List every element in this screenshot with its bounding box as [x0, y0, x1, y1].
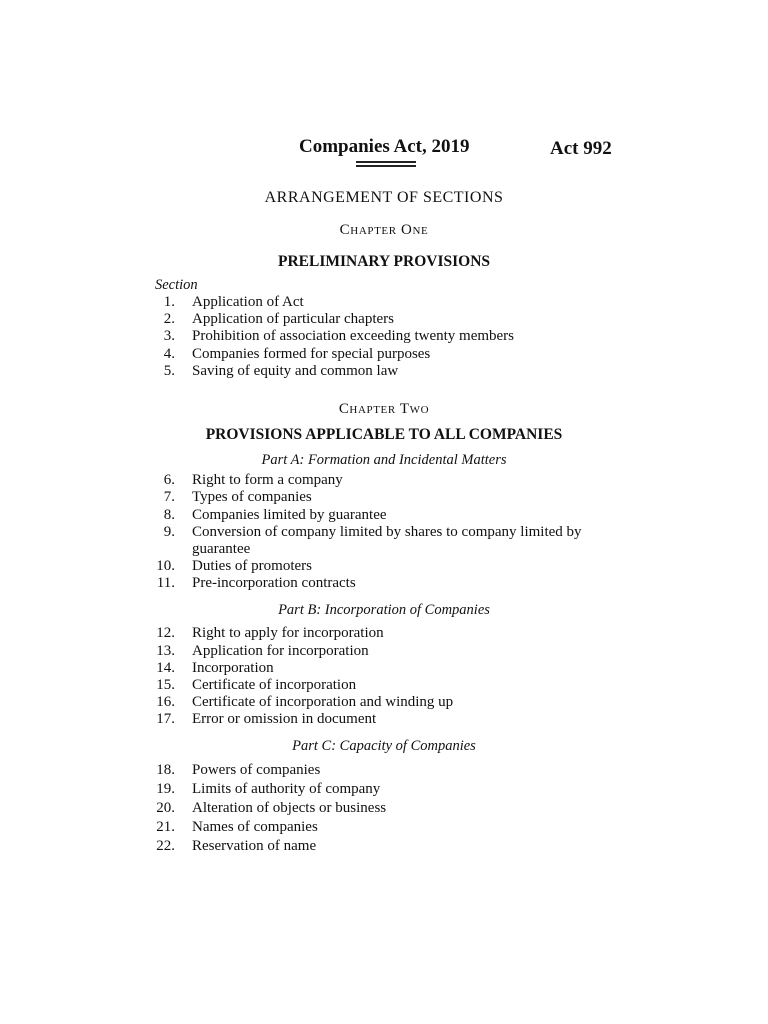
section-number: 15.	[156, 677, 175, 693]
section-title: Powers of companies	[192, 762, 321, 778]
section-title: Right to form a company	[192, 472, 343, 488]
section-title: Application of Act	[192, 294, 304, 310]
chapter-one-heading: PRELIMINARY PROVISIONS	[277, 253, 491, 270]
section-title: Pre-incorporation contracts	[192, 575, 356, 591]
part-c-title: Part C: Capacity of Companies	[292, 738, 476, 754]
chapter-two-label-text: Chapter Two	[338, 401, 430, 417]
section-number: 4.	[163, 346, 175, 362]
section-number: 18.	[156, 762, 175, 778]
section-title: Certificate of incorporation and winding up	[192, 694, 454, 710]
section-title: Prohibition of association exceeding twenty members	[192, 328, 515, 344]
section-number: 8.	[163, 507, 175, 523]
section-title: Names of companies	[192, 819, 318, 835]
section-title: Companies formed for special purposes	[192, 346, 431, 362]
document-title: Companies Act, 2019	[299, 136, 470, 157]
section-number: 22.	[156, 838, 175, 854]
section-number: 19.	[156, 781, 175, 797]
section-title: Limits of authority of company	[192, 781, 381, 797]
section-title: Conversion of company limited by shares to company limited by guarantee	[192, 524, 582, 557]
section-title: Application for incorporation	[192, 643, 369, 659]
chapter-two-label	[0, 401, 768, 418]
section-number: 6.	[163, 472, 175, 488]
arrangement-title: ARRANGEMENT OF SECTIONS	[264, 189, 504, 206]
section-title: Incorporation	[192, 660, 274, 676]
chapter-one-label	[0, 222, 768, 239]
section-title: Error or omission in document	[192, 711, 377, 727]
section-column-label: Section	[155, 277, 198, 293]
section-number: 3.	[163, 328, 175, 344]
act-number: Act 992	[550, 138, 612, 159]
section-title: Certificate of incorporation	[192, 677, 357, 693]
section-title: Right to apply for incorporation	[192, 625, 384, 641]
title-underline-top	[356, 161, 416, 163]
section-title: Application of particular chapters	[192, 311, 395, 327]
section-number: 16.	[156, 694, 175, 710]
section-title: Reservation of name	[192, 838, 317, 854]
section-number: 12.	[156, 625, 175, 641]
section-number: 17.	[156, 711, 175, 727]
section-number: 11.	[156, 575, 175, 591]
section-number: 14.	[156, 660, 175, 676]
chapter-one-label-text: Chapter One	[339, 222, 429, 238]
section-title: Duties of promoters	[192, 558, 312, 574]
section-title: Companies limited by guarantee	[192, 507, 387, 523]
chapter-two-heading: PROVISIONS APPLICABLE TO ALL COMPANIES	[205, 426, 563, 443]
section-number: 20.	[156, 800, 175, 816]
section-number: 10.	[156, 558, 175, 574]
section-title: Types of companies	[192, 489, 312, 505]
section-number: 7.	[163, 489, 175, 505]
section-number: 13.	[156, 643, 175, 659]
section-title: Alteration of objects or business	[192, 800, 387, 816]
section-title: Saving of equity and common law	[192, 363, 399, 379]
section-number: 21.	[156, 819, 175, 835]
section-number: 2.	[163, 311, 175, 327]
part-a-title: Part A: Formation and Incidental Matters	[261, 452, 507, 468]
title-underline-bottom	[356, 165, 416, 167]
section-number: 1.	[163, 294, 175, 310]
section-number: 9.	[163, 524, 175, 540]
part-b-title: Part B: Incorporation of Companies	[278, 602, 490, 618]
section-number: 5.	[163, 363, 175, 379]
